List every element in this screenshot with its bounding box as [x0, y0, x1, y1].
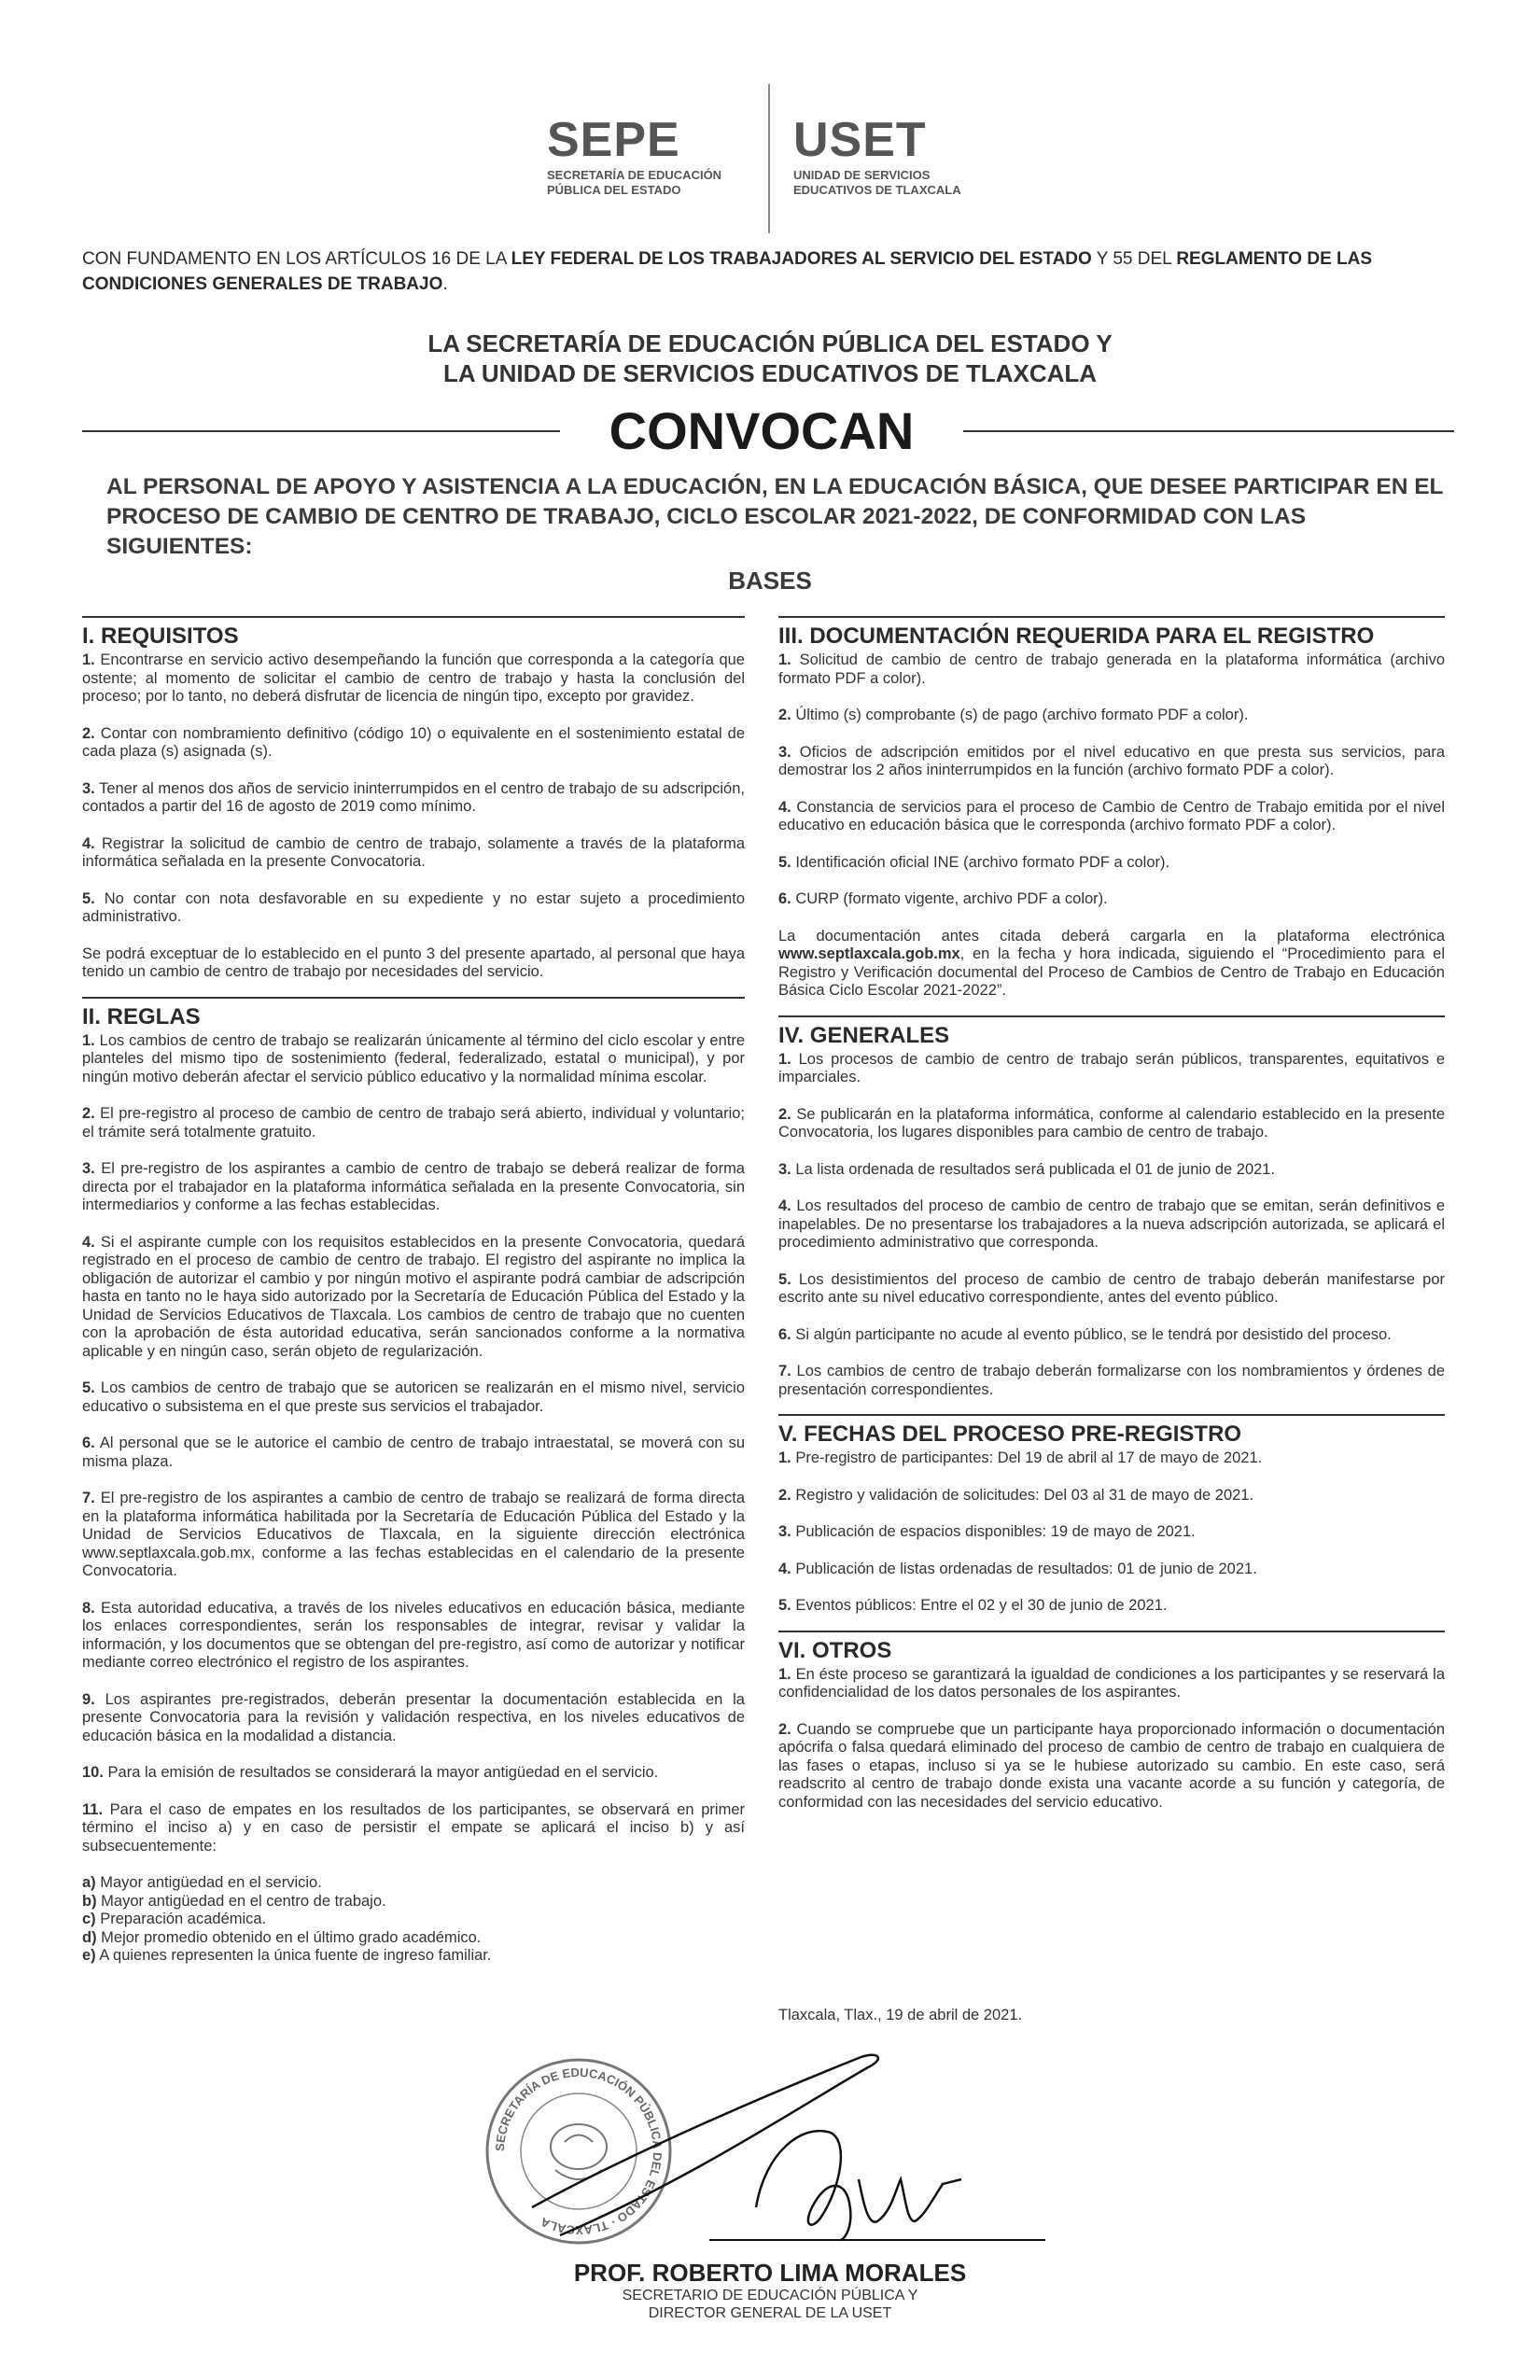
- tiebreak-item: a) Mayor antigüedad en el servicio.: [82, 1874, 322, 1891]
- regla-item-6: 6. Al personal que se le autorice el cambio de centro de trabajo intraestatal, se moverá con su misma plaza.: [82, 1435, 745, 1470]
- section-divider: [82, 616, 745, 618]
- requisito-item-4: 4. Registrar la solicitud de cambio de centro de trabajo, solamente a través de la plataforma informática señalada en la presente Convocatoria.: [82, 834, 745, 870]
- otro-item-1: 1. En éste proceso se garantizará la igualdad de condiciones a los participantes y se reservará la confidencialidad de los datos personales de los aspirantes.: [778, 1665, 1445, 1701]
- documento-item-5: 5. Identificación oficial INE (archivo formato PDF a color).: [778, 853, 1170, 871]
- tiebreak-item: e) A quienes representen la única fuente de ingreso familiar.: [82, 1947, 492, 1964]
- regla-item-9: 9. Los aspirantes pre-registrados, deberán presentar la documentación establecida en la presente Convocatoria para la revisión y validación respectiva, en los niveles educativos de educación básica en la modalidad a distancia.: [82, 1690, 745, 1744]
- section-title-requisitos: I. REQUISITOS: [82, 623, 239, 649]
- regla-item-4: 4. Si el aspirante cumple con los requisitos establecidos en la presente Convocatoria, quedará registrado en el proceso de cambio de centro de trabajo. El registro del aspirante no implica la obligación de autorizar el cambio y por ningún motivo el aspirante podrá cambiar de adscripción hasta en tanto no le haya sido autorizado por la Secretaría de Educación Pública del Estado y la Unidad de Servicios Educativos de Tlaxcala. Los cambios de centro de trabajo que no cuenten con la aprobación de ésta autoridad educativa, serán sancionados conforme a la normativa aplicable y en ningún caso, serán objeto de regularización.: [82, 1233, 745, 1360]
- documento-item-1: 1. Solicitud de cambio de centro de trabajo generada en la plataforma informática (archivo formato PDF a color).: [778, 651, 1445, 687]
- left-column: [82, 616, 745, 1966]
- documentacion-note: La documentación antes citada deberá cargarla en la plataforma electrónica www.septlaxcala.gob.mx, en la fecha y hora indicada, siguiendo el “Procedimiento para el Registro y Verificación documental del Proceso de Cambios de Centro de Trabajo en Educación Básica Ciclo Escolar 2021-2022”.: [778, 927, 1445, 999]
- section-divider: [82, 997, 745, 999]
- general-item-1: 1. Los procesos de cambio de centro de trabajo serán públicos, transparentes, equitativos e imparciales.: [778, 1050, 1445, 1085]
- documento-item-6: 6. CURP (formato vigente, archivo PDF a color).: [778, 890, 1108, 907]
- requisito-item-1: 1. Encontrarse en servicio activo desempeñando la función que corresponda a la categoría que ostente; al momento de solicitar el cambio de centro de trabajo y hasta la conclusión del proceso; por lo tanto, no deberá disfrutar de licencia de ningún tipo, excepto por gravidez.: [82, 651, 745, 705]
- header-logos: [0, 78, 1540, 237]
- documento-item-2: 2. Último (s) comprobante (s) de pago (archivo formato PDF a color).: [778, 707, 1249, 723]
- section-divider: [778, 616, 1445, 618]
- fecha-item-4: 4. Publicación de listas ordenadas de resultados: 01 de junio de 2021.: [778, 1560, 1257, 1577]
- regla-item-11: 11. Para el caso de empates en los resultados de los participantes, se observará en primer término el inciso a) y en caso de persistir el empate se aplicará el inciso b) y así subsecuentemente:: [82, 1800, 745, 1855]
- signer-block: PROF. ROBERTO LIMA MORALES SECRETARIO DE EDUCACIÓN PÚBLICA Y DIRECTOR GENERAL DE LA USET: [573, 2259, 967, 2321]
- otro-item-2: 2. Cuando se compruebe que un participante haya proporcionado información o documentación apócrifa o falsa quedará eliminado del proceso de cambio de centro de trabajo en cualquiera de las fases o etapas, incluso si ya se le hubiese autorizado su cambio. En este caso, será readscrito al centro de trabajo donde exista una vacante acorde a su función y categoría, de conformidad con las necesidades del servicio educativo.: [778, 1720, 1445, 1811]
- fecha-item-5: 5. Eventos públicos: Entre el 02 y el 30 de junio de 2021.: [778, 1597, 1168, 1614]
- requisito-item-3: 3. Tener al menos dos años de servicio ininterrumpidos en el centro de trabajo de su adscripción, contados a partir del 16 de agosto de 2019 como mínimo.: [82, 779, 745, 815]
- divider: [963, 430, 1454, 432]
- tiebreak-item: d) Mejor promedio obtenido en el último grado académico.: [82, 1928, 482, 1946]
- tiebreak-list: [82, 1874, 745, 1966]
- requisito-item-2: 2. Contar con nombramiento definitivo (código 10) o equivalente en el sostenimiento estatal de cada plaza (s) asignada (s).: [82, 724, 745, 760]
- requisitos-note: Se podrá exceptuar de lo establecido en el punto 3 del presente apartado, al personal que haya tenido un cambio de centro de trabajo por necesidades del servicio.: [82, 945, 745, 980]
- legal-basis: CON FUNDAMENTO EN LOS ARTÍCULOS 16 DE LA LEY FEDERAL DE LOS TRABAJADORES AL SERVICIO DEL ESTADO Y 55 DEL REGLAMENTO DE LAS CONDICIONES GENERALES DE TRABAJO.: [82, 249, 1373, 294]
- section-title-fechas: V. FECHAS DEL PROCESO PRE-REGISTRO: [778, 1421, 1242, 1447]
- documento-item-4: 4. Constancia de servicios para el proceso de Cambio de Centro de Trabajo emitida por el nivel educativo en educación básica que le corresponda (archivo formato PDF a color).: [778, 798, 1445, 833]
- place-date: Tlaxcala, Tlax., 19 de abril de 2021.: [778, 2007, 1023, 2023]
- regla-item-3: 3. El pre-registro de los aspirantes a cambio de centro de trabajo se deberá realizar de forma directa por el trabajador en la plataforma informática señalada en la presente Convocatoria, sin intermediarios y conforme a las fechas establecidas.: [82, 1160, 745, 1213]
- requisito-item-5: 5. No contar con nota desfavorable en su expediente y no estar sujeto a procedimiento administrativo.: [82, 889, 745, 925]
- fecha-item-3: 3. Publicación de espacios disponibles: 19 de mayo de 2021.: [778, 1523, 1196, 1540]
- fecha-item-1: 1. Pre-registro de participantes: Del 19 de abril al 17 de mayo de 2021.: [778, 1449, 1263, 1466]
- audience-statement: AL PERSONAL DE APOYO Y ASISTENCIA A LA EDUCACIÓN, EN LA EDUCACIÓN BÁSICA, QUE DESEE PARTICIPAR EN EL PROCESO DE CAMBIO DE CENTRO DE TRABAJO, CICLO ESCOLAR 2021-2022, DE CONFORMIDAD CON LAS SIGUIENTES:: [106, 474, 1444, 559]
- regla-item-7: 7. El pre-registro de los aspirantes a cambio de centro de trabajo se realizará de forma directa en la plataforma informática habilitada por la Secretaría de Educación Pública del Estado y la Unidad de Servicios Educativos de Tlaxcala, en la siguiente dirección electrónica www.septlaxcala.gob.mx, conforme a las fechas establecidas en el calendario de la presente Convocatoria.: [82, 1490, 745, 1579]
- general-item-4: 4. Los resultados del proceso de cambio de centro de trabajo que se emitan, serán definitivos e inapelables. De no presentarse los trabajadores a la nueva adscripción autorizada, se aplicará el procedimiento administrativo que corresponda.: [778, 1197, 1445, 1251]
- section-title-otros: VI. OTROS: [778, 1637, 892, 1663]
- sepe-logo: SEPE SECRETARÍA DE EDUCACIÓN PÚBLICA DEL ESTADO: [547, 113, 722, 197]
- svg-text:SECRETARÍA DE EDUCACIÓN PÚBLIC: SECRETARÍA DE EDUCACIÓN PÚBLICA DEL ESTADO · TLAXCALA: [492, 2065, 665, 2238]
- fecha-item-2: 2. Registro y validación de solicitudes: Del 03 al 31 de mayo de 2021.: [778, 1486, 1254, 1504]
- section-divider: [778, 1015, 1445, 1017]
- documento-item-3: 3. Oficios de adscripción emitidos por el nivel educativo en que presta sus servicios, para demostrar los 2 años ininterrumpidos en la función (archivo formato PDF a color).: [778, 743, 1445, 778]
- convocan-heading: CONVOCAN: [82, 403, 1454, 459]
- tiebreak-item: c) Preparación académica.: [82, 1911, 267, 1927]
- bases-heading: BASES: [728, 567, 812, 595]
- divider: [82, 430, 560, 432]
- regla-item-5: 5. Los cambios de centro de trabajo que se autoricen se realizarán en el mismo nivel, servicio educativo o subsistema en el que preste sus servicios el trabajador.: [82, 1379, 745, 1415]
- regla-item-8: 8. Esta autoridad educativa, a través de los niveles educativos en educación básica, mediante los enlaces correspondientes, serán los responsables de integrar, revisar y validar la información, y los documentos que se obtengan del pre-registro, así como de autorizar y notificar mediante correo electrónico el registro de los aspirantes.: [82, 1599, 745, 1671]
- general-item-6: 6. Si algún participante no acude al evento público, se le tendrá por desistido del proceso.: [778, 1325, 1392, 1343]
- general-item-7: 7. Los cambios de centro de trabajo deberán formalizarse con los nombramientos y órdenes de presentación correspondientes.: [778, 1363, 1445, 1398]
- tiebreak-item: b) Mayor antigüedad en el centro de trabajo.: [82, 1892, 386, 1910]
- issuing-entity: LA SECRETARÍA DE EDUCACIÓN PÚBLICA DEL ESTADO Y LA UNIDAD DE SERVICIOS EDUCATIVOS DE TLAXCALA: [427, 329, 1113, 387]
- general-item-3: 3. La lista ordenada de resultados será publicada el 01 de junio de 2021.: [778, 1160, 1276, 1178]
- right-column: [778, 616, 1445, 1830]
- general-item-2: 2. Se publicarán en la plataforma informática, conforme al calendario establecido en la presente Convocatoria, los lugares disponibles para cambio de centro de trabajo.: [778, 1105, 1445, 1141]
- section-divider: [778, 1414, 1445, 1416]
- section-title-documentacion: III. DOCUMENTACIÓN REQUERIDA PARA EL REGISTRO: [778, 623, 1375, 649]
- section-title-generales: IV. GENERALES: [778, 1022, 950, 1048]
- uset-logo: USET UNIDAD DE SERVICIOS EDUCATIVOS DE TLAXCALA: [793, 113, 961, 197]
- section-title-reglas: II. REGLAS: [82, 1003, 201, 1029]
- logo-divider: [768, 84, 770, 233]
- signature-mark: [523, 2039, 1083, 2254]
- section-divider: [778, 1631, 1445, 1632]
- general-item-5: 5. Los desistimientos del proceso de cambio de centro de trabajo deberán manifestarse por escrito ante su nivel educativo correspondiente, antes del evento público.: [778, 1270, 1445, 1306]
- regla-item-10: 10. Para la emisión de resultados se considerará la mayor antigüedad en el servicio.: [82, 1764, 659, 1781]
- regla-item-2: 2. El pre-registro al proceso de cambio de centro de trabajo será abierto, individual y voluntario; el trámite será totalmente gratuito.: [82, 1105, 745, 1141]
- regla-item-1: 1. Los cambios de centro de trabajo se realizarán únicamente al término del ciclo escolar y entre planteles del mismo tipo de sostenimiento (federal, federalizado, estatal o municipal), y por ningún motivo deberán afectar el servicio público educativo y la normalidad mínima escolar.: [82, 1031, 745, 1085]
